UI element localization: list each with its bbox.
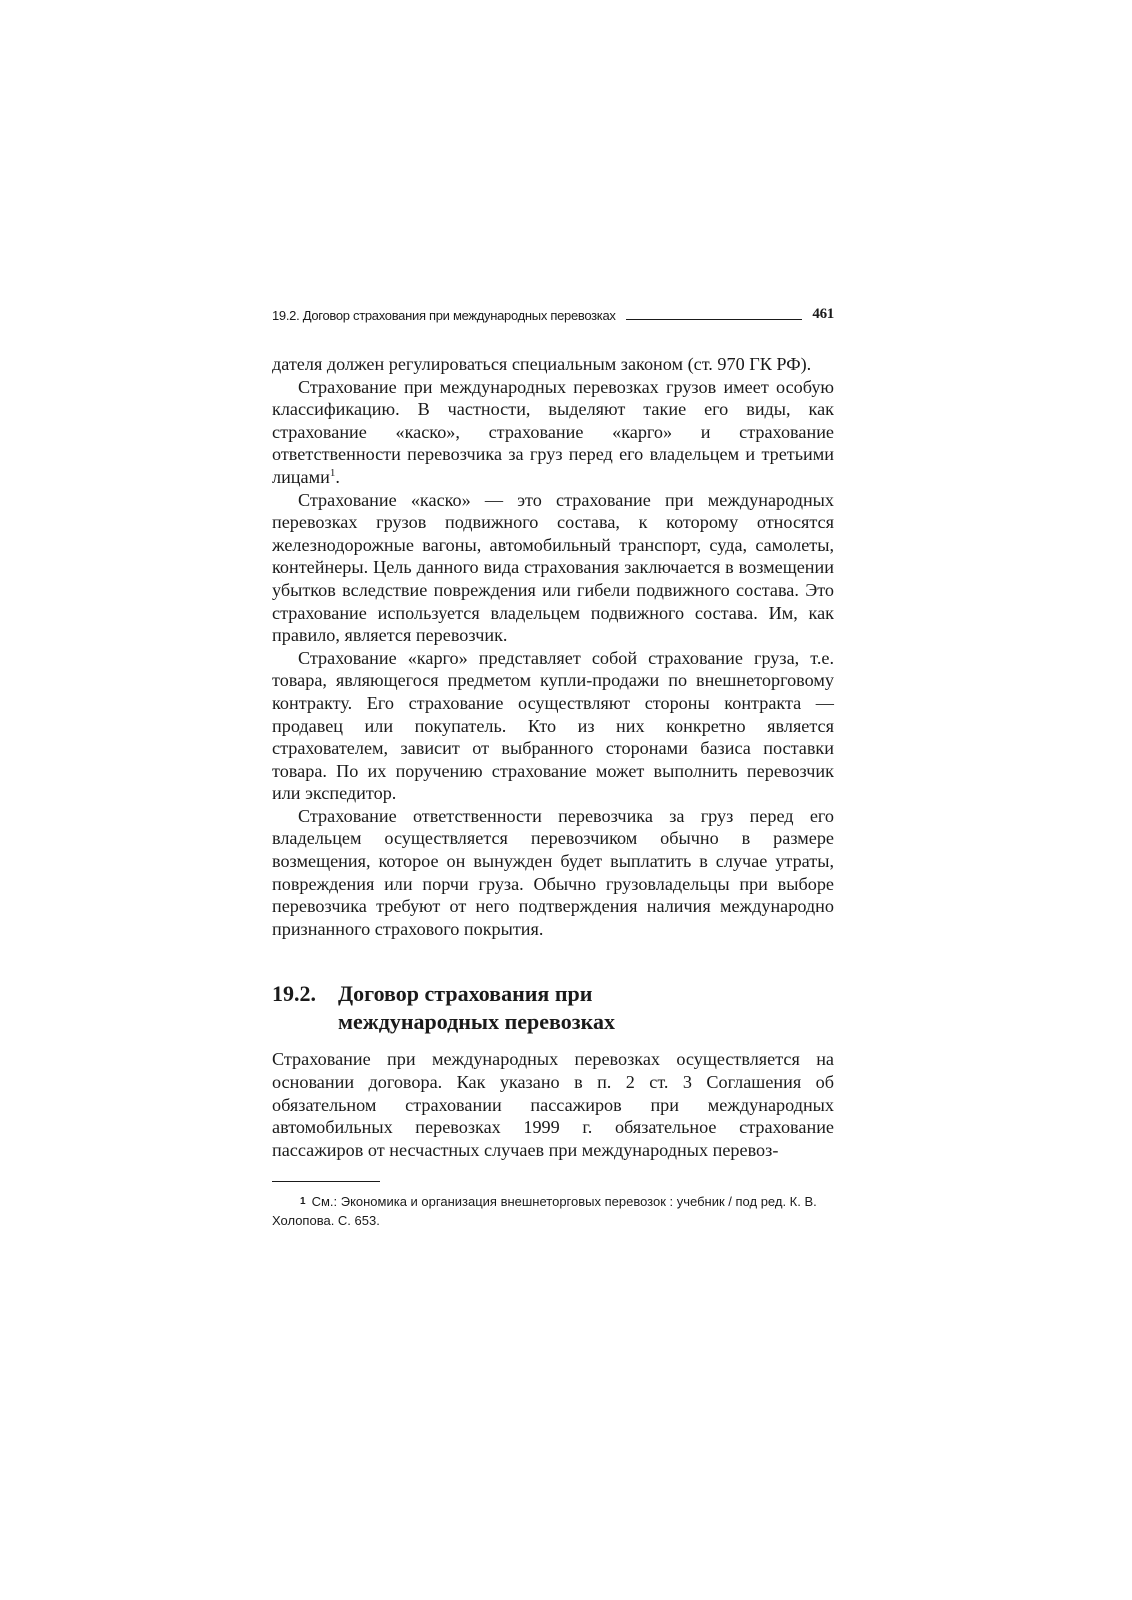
book-page — [272, 303, 834, 1230]
footnote-rule — [272, 1181, 380, 1182]
footnote-reference: 1 — [329, 466, 336, 479]
footnote-mark: 1 — [300, 1196, 306, 1208]
section-text — [272, 1048, 834, 1161]
paragraph-continued: дателя должен регулироваться специальным законом (ст. 970 ГК РФ). — [272, 354, 812, 374]
paragraph-classification: Страхование при международных перевозках грузов имеет особую классификацию. В частности, выделяют такие его виды, как страхование «каско», страхование «карго» и страхование ответственности перевозчика за груз перед его владельцем и третьими лицами$^1$. — [272, 376, 834, 487]
paragraph-liability: Страхование ответственности перевозчика за груз перед его владельцем осуществляется перевозчиком обычно в размере возмещения, которое он вынужден будет выплатить в случае утраты, повреждения или порчи груза. Обычно грузовладельцы при выборе перевозчика требуют от него подтверждения наличия международно признанного страхового покрытия. — [272, 805, 834, 939]
running-head — [272, 303, 834, 323]
section-paragraph: Страхование при международных перевозках осуществляется на основании договора. Как указано в п. 2 ст. 3 Соглашения об обязательном страховании пассажиров при международных автомобильных перевозках 1999 г. обязательное страхование пассажиров от несчастных случаев при международных перевоз- — [272, 1049, 834, 1160]
section-heading — [272, 980, 834, 1036]
section-title — [338, 980, 615, 1036]
section-title-line-1: Договор страхования при — [338, 981, 593, 1007]
paragraph-casco: Страхование «каско» — это страхование при международных перевозках грузов подвижного состава, к которому относятся железнодорожные вагоны, автомобильный транспорт, суда, самолеты, контейнеры. Цель данного вида страхования заключается в возмещении убытков вследствие повреждения или гибели подвижного состава. Это страхование используется владельцем подвижного состава. Им, как правило, является перевозчик. — [272, 489, 834, 646]
page-number: 461 — [812, 306, 834, 322]
running-head-rule — [626, 319, 803, 320]
running-head-title: 19.2. Договор страхования при международных перевозках — [272, 308, 616, 323]
footnote — [272, 1192, 834, 1230]
footnote-text: См.: Экономика и организация внешнеторговых перевозок : учебник / под ред. К. В. Холопова. С. 653. — [272, 1194, 817, 1229]
paragraph-classification-text: Страхование при международных перевозках грузов имеет особую классификацию. В частности, выделяют такие его виды, как страхование «каско», страхование «карго» и страхование ответственности перевозчика за груз перед его владельцем и третьими лицами — [272, 376, 834, 487]
body-text — [272, 353, 834, 940]
section-title-line-2: международных перевозках — [338, 1009, 615, 1035]
section-number: 19.2. — [272, 981, 316, 1007]
paragraph-cargo: Страхование «карго» представляет собой страхование груза, т.е. товара, являющегося предметом купли-продажи по внешнеторговому контракту. Его страхование осуществляют стороны контракта — продавец или покупатель. Кто из них конкретно является страхователем, зависит от выбранного сторонами базиса поставки товара. По их поручению страхование может выполнить перевозчик или экспедитор. — [272, 647, 834, 804]
